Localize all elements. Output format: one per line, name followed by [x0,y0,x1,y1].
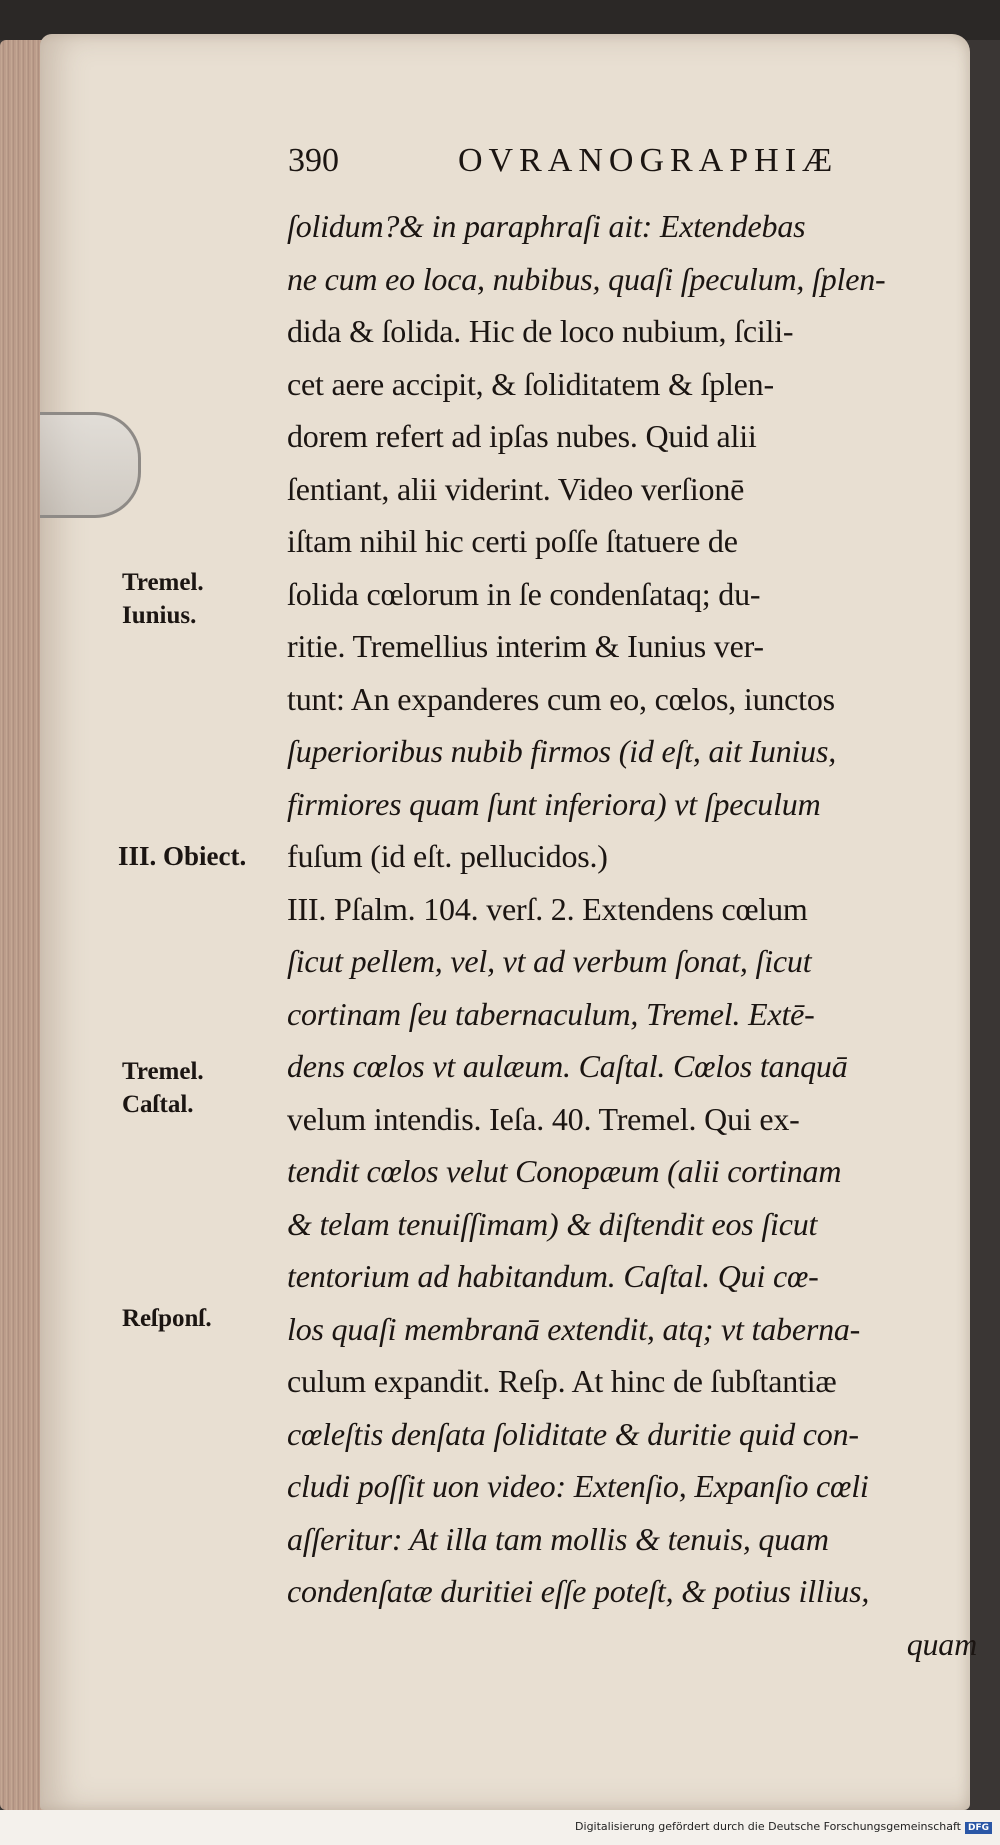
page-clip [40,412,141,518]
text-line: tentorium ad habitandum. Caſtal. Qui cœ- [287,1258,819,1294]
text-line: & telam tenuiſſimam) & diſtendit eos ſicut [287,1205,818,1242]
text-line: firmiores quam ſunt inferiora) vt ſpeculum [287,785,821,822]
text-line: ritie. Tremellius interim & Iunius ver- [287,628,764,664]
text-line: ſuperioribus nubib firmos (id eſt, ait Iunius, [287,733,837,769]
text-line: condenſatæ duritiei eſſe poteſt, & potius illius, [287,1573,870,1609]
text-line: cortinam ſeu tabernaculum, Tremel. Extē- [287,995,815,1032]
text-line: cet aere accipit, & ſoliditatem & ſplen- [287,365,774,402]
marginal-note-line: Tremel. [122,1058,204,1085]
text-line: culum expandit. Reſp. At hinc de ſubſtantiæ [287,1363,837,1399]
marginal-note-respons: Reſponſ. [122,1305,212,1332]
running-title: OVRANOGRAPHIÆ [458,142,839,179]
marginal-note-tremel-iunius [122,566,292,632]
running-head [288,142,908,192]
text-line: cludi poſſit uon video: Extenſio, Expanſio cœli [287,1468,869,1504]
marginal-note-line: Caſtal. [122,1091,194,1118]
text-line: iſtam nihil hic certi poſſe ſtatuere de [287,523,738,559]
text-line: fuſum (id eſt. pellucidos.) [287,838,608,874]
text-line: tunt: An expanderes cum eo, cœlos, iunctos [287,680,835,717]
text-line: los quaſi membranā extendit, atq; vt taberna- [287,1310,861,1347]
text-line: velum intendis. Ieſa. 40. Tremel. Qui ex- [287,1100,800,1137]
credit-text: Digitalisierung gefördert durch die Deutsche Forschungsgemeinschaft [575,1820,961,1833]
text-line: tendit cœlos velut Conopæum (alii cortinam [287,1153,842,1189]
marginal-note-line: Tremel. [122,569,204,596]
text-line: ſicut pellem, vel, vt ad verbum ſonat, ſicut [287,943,812,979]
text-line: III. Pſalm. 104. verſ. 2. Extendens cœlum [287,890,808,927]
catchword: quam [906,1625,977,1662]
marginal-note-line: Iunius. [122,602,197,629]
marginal-note-tremel-castal [122,1055,292,1121]
text-line: ne cum eo loca, nubibus, quaſi ſpeculum, ſplen- [287,260,886,297]
text-line: dorem refert ad ipſas nubes. Quid alii [287,418,757,454]
text-line: ſolida cœlorum in ſe condenſataq; du- [287,575,761,612]
text-line: ſentiant, alii viderint. Video verſionē [287,470,745,507]
text-line: aſſeritur: At illa tam mollis & tenuis, quam [287,1520,829,1557]
dfg-logo: DFG [965,1822,992,1834]
text-line: cœleſtis denſata ſoliditate & duritie quid con- [287,1415,859,1452]
page-number: 390 [288,142,339,179]
text-line: ſolidum?& in paraphraſi ait: Extendebas [287,208,806,244]
digitization-credit [575,1820,992,1834]
text-line: dens cœlos vt aulæum. Caſtal. Cœlos tanquā [287,1048,848,1084]
main-text-block [287,200,977,1670]
text-line: dida & ſolida. Hic de loco nubium, ſcili- [287,313,794,349]
marginal-note-obiect: III. Obiect. [118,841,247,871]
